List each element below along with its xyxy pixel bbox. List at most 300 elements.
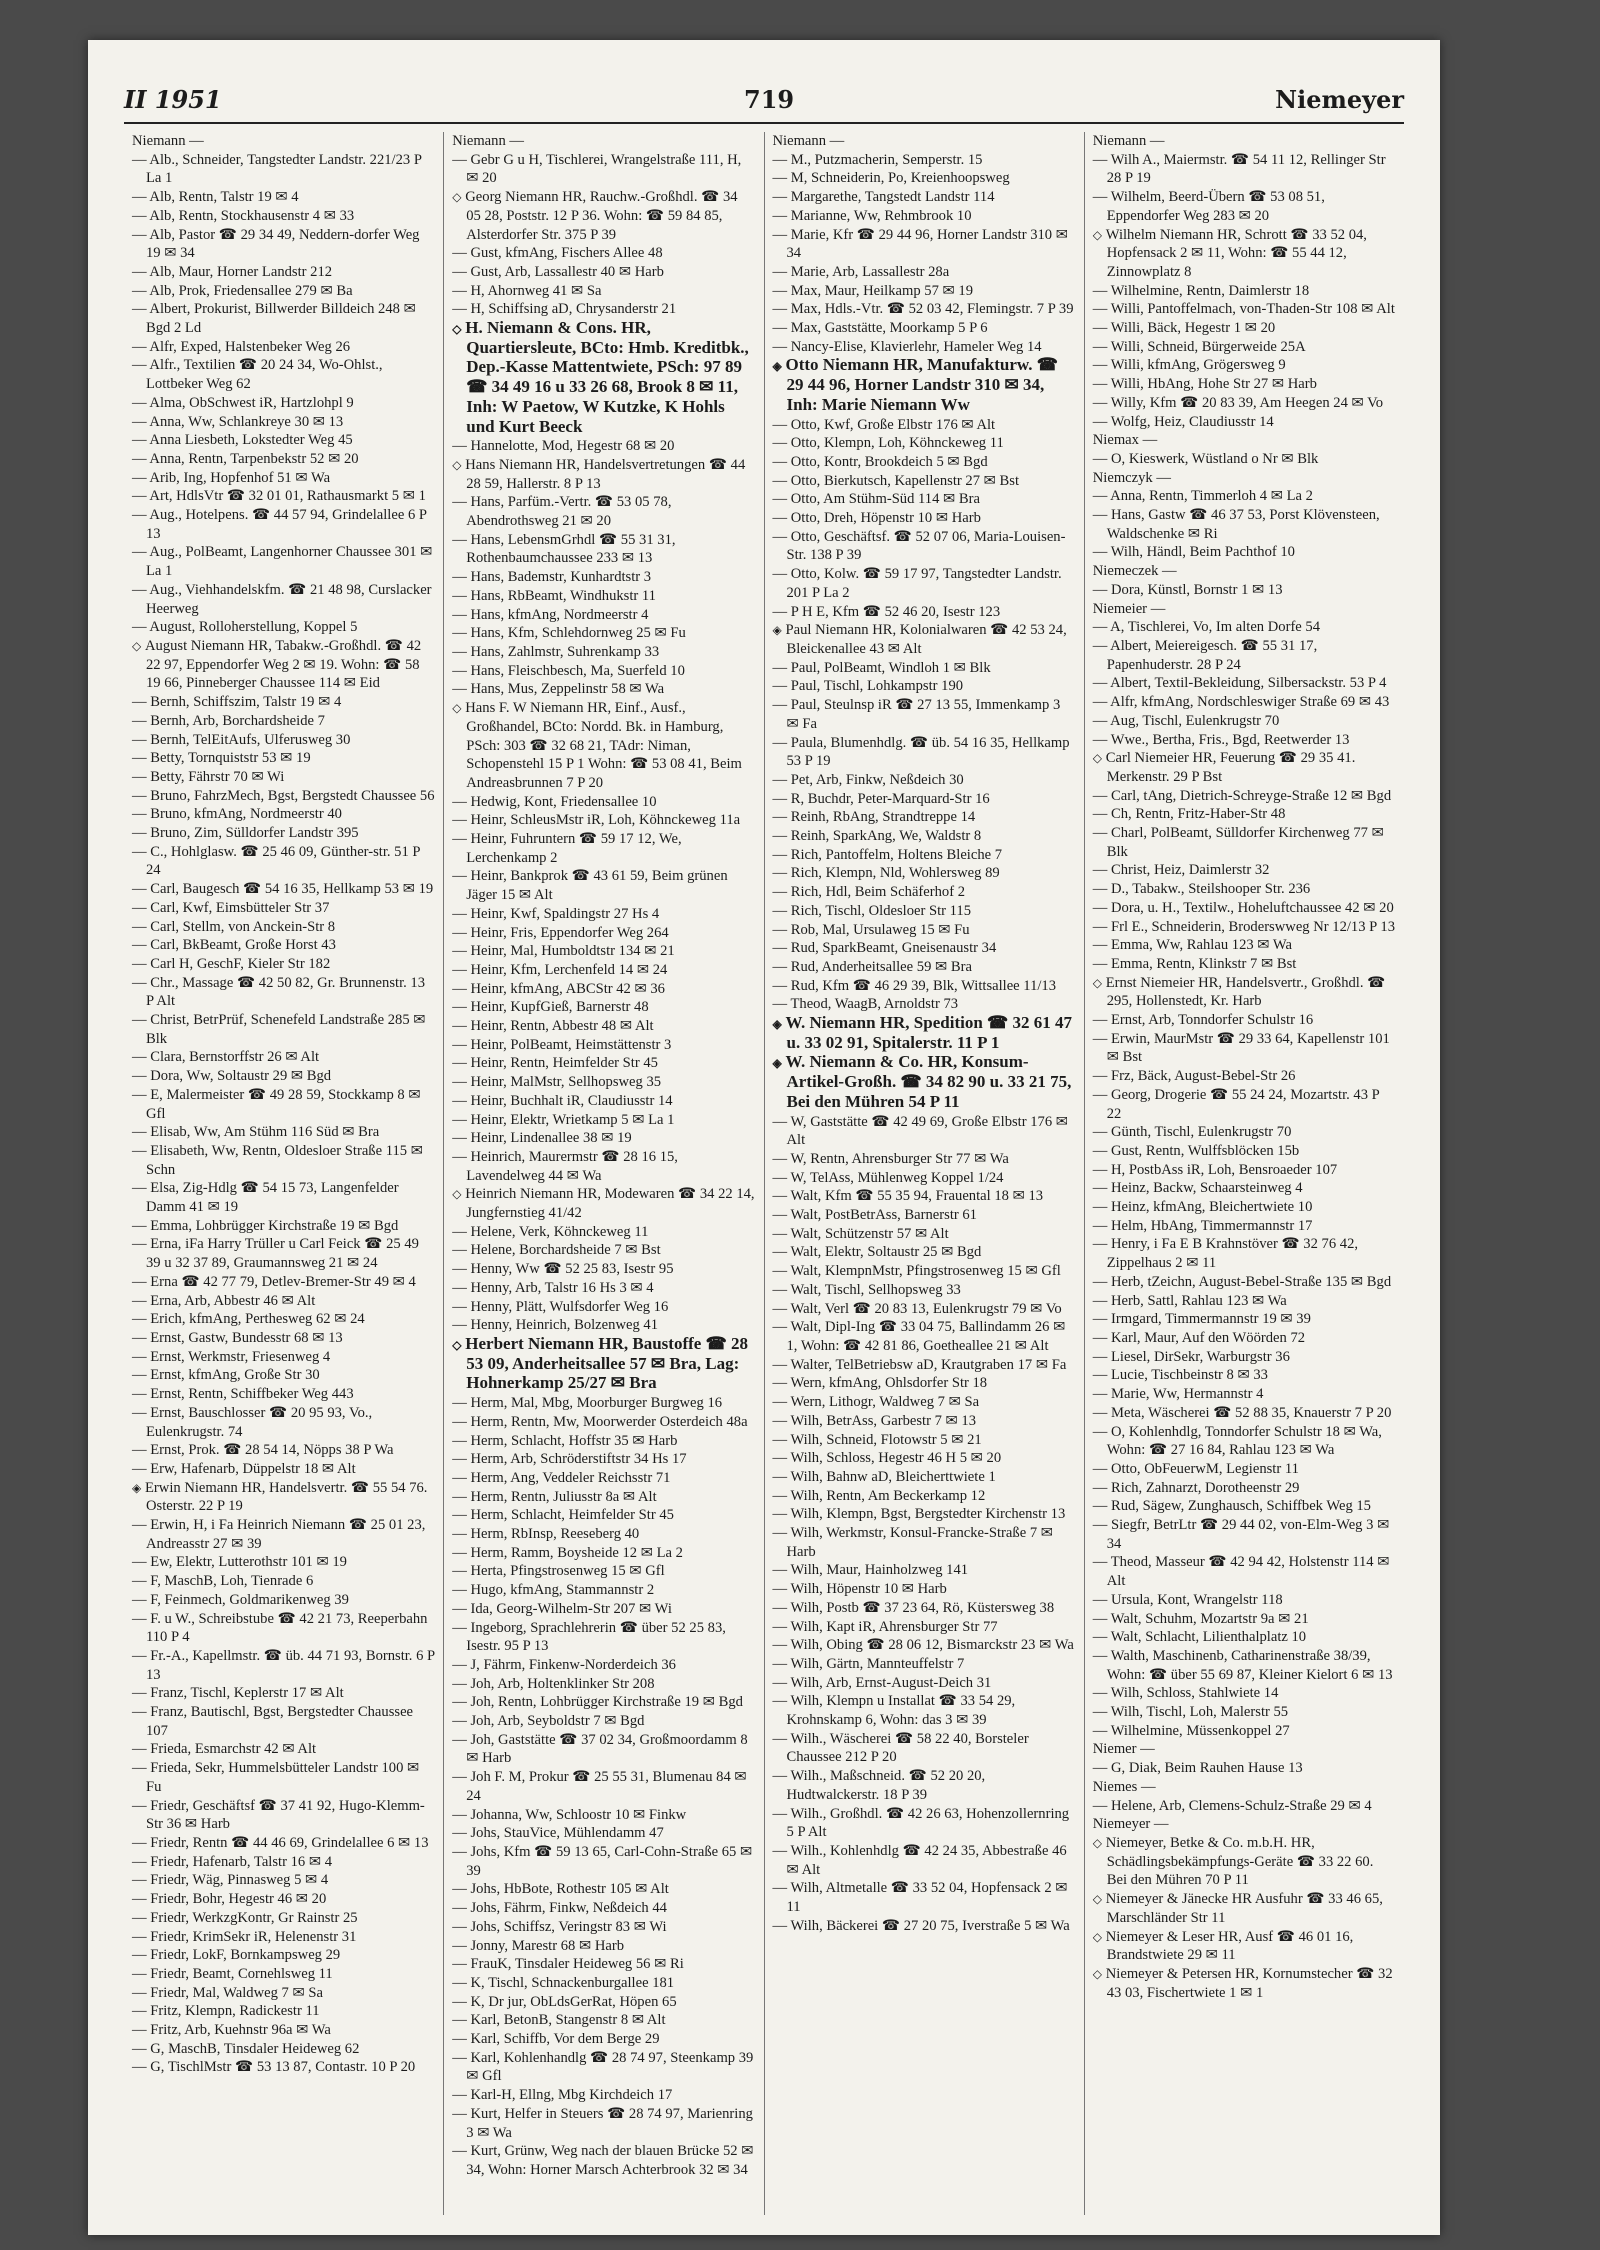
directory-entry — [132, 1048, 435, 1067]
entry-text: — Wilhelmine, Rentn, Daimlerstr 18 — [1092, 282, 1310, 299]
directory-entry — [773, 132, 1076, 151]
directory-entry — [132, 1853, 435, 1872]
entry-text: — Erna, Arb, Abbestr 46 ✉ Alt — [132, 1292, 316, 1309]
entry-text: — Anna, Ww, Schlankreye 30 ✉ 13 — [132, 413, 344, 430]
firm-marker-icon: ◇ — [1092, 1835, 1102, 1850]
entry-text: — E, Malermeister ☎ 49 28 59, Stockkamp 8 ✉ Gfl — [132, 1086, 421, 1122]
directory-entry — [1093, 450, 1396, 469]
directory-entry — [773, 1243, 1076, 1262]
entry-text: — Marianne, Ww, Rehmbrook 10 — [772, 207, 972, 224]
directory-entry — [132, 1703, 435, 1740]
directory-entry — [1093, 824, 1396, 861]
directory-entry — [452, 1223, 755, 1242]
entry-text: — Wolfg, Heiz, Claudiusstr 14 — [1092, 413, 1274, 430]
entry-text: — Henny, Ww ☎ 52 25 83, Isestr 95 — [452, 1261, 674, 1278]
entry-text: — H, PostbAss iR, Loh, Bensroaeder 107 — [1092, 1161, 1338, 1178]
directory-entry — [452, 1413, 755, 1432]
directory-entry — [132, 1404, 435, 1441]
entry-text: — Heinr, SchleusMstr iR, Loh, Köhnckeweg 11a — [452, 812, 741, 829]
directory-entry — [1093, 1067, 1396, 1086]
directory-entry — [1093, 1890, 1396, 1927]
directory-entry — [452, 244, 755, 263]
directory-entry — [1093, 1684, 1396, 1703]
directory-entry — [452, 300, 755, 319]
entry-text: — Friedr, Beamt, Cornehlsweg 11 — [132, 1965, 333, 1982]
directory-entry — [452, 1562, 755, 1581]
directory-entry — [132, 1797, 435, 1834]
entry-text: — Reinh, RbAng, Strandtreppe 14 — [772, 809, 976, 826]
directory-entry — [132, 1086, 435, 1123]
directory-entry — [132, 1572, 435, 1591]
directory-entry — [1093, 1161, 1396, 1180]
entry-text: — Nancy-Elise, Klavierlehr, Hameler Weg 14 — [772, 338, 1042, 355]
entry-text: — Friedr, KrimSekr iR, Helenenstr 31 — [132, 1928, 357, 1945]
entry-text: — Fritz, Arb, Kuehnstr 96a ✉ Wa — [132, 2022, 331, 2039]
entry-text: — Aug., Viehhandelskfm. ☎ 21 48 98, Curslacker Heerweg — [132, 581, 432, 617]
entry-text: — Siegfr, BetrLtr ☎ 29 44 02, von-Elm-Weg 3 ✉ 34 — [1092, 1517, 1390, 1552]
directory-entry — [452, 2086, 755, 2105]
entry-text: — Bruno, FahrzMech, Bgst, Bergstedt Chaussee 56 — [132, 787, 435, 804]
entry-text: — Otto, Bierkutsch, Kapellenstr 27 ✉ Bst — [772, 472, 1020, 489]
directory-entry — [773, 169, 1076, 188]
directory-entry — [452, 1656, 755, 1675]
entry-text: W. Niemann & Co. HR, Konsum-Artikel-Großh. ☎ 34 82 90 u. 33 21 75, Bei den Mühren 54 P 11 — [785, 1052, 1072, 1111]
directory-entry — [132, 768, 435, 787]
directory-entry — [132, 1553, 435, 1572]
entry-text: — Wilh., Maßschneid. ☎ 52 20 20, Hudtwalckerstr. 18 P 39 — [772, 1768, 986, 1803]
entry-text: — W, Rentn, Ahrensburger Str 77 ✉ Wa — [772, 1150, 1009, 1167]
entry-text: — Ew, Elektr, Lutterothstr 101 ✉ 19 — [132, 1554, 347, 1571]
entry-text: — Willi, Pantoffelmach, von-Thaden-Str 108 ✉ Alt — [1092, 301, 1395, 318]
entry-text: — Emma, Ww, Rahlau 123 ✉ Wa — [1092, 937, 1293, 954]
entry-text: — Elsa, Zig-Hdlg ☎ 54 15 73, Langenfelder Damm 41 ✉ 19 — [132, 1180, 399, 1216]
directory-entry — [452, 568, 755, 587]
directory-entry — [452, 606, 755, 625]
firm-marker-icon: ◇ — [452, 457, 462, 472]
directory-entry — [132, 431, 435, 450]
entry-text: — Ernst, Gastw, Bundesstr 68 ✉ 13 — [132, 1330, 343, 1346]
directory-entry — [1093, 487, 1396, 506]
directory-entry — [773, 1150, 1076, 1169]
directory-entry — [1093, 1703, 1396, 1722]
directory-entry — [452, 1544, 755, 1563]
entry-text: — Fritz, Klempn, Radickestr 11 — [132, 2003, 320, 2020]
entry-text: — Hugo, kfmAng, Stammannstr 2 — [452, 1582, 655, 1599]
entry-text: — Karl-H, Ellng, Mbg Kirchdeich 17 — [452, 2087, 673, 2104]
directory-entry — [1093, 1722, 1396, 1741]
entry-text: — Bernh, TelEitAufs, Ulferusweg 30 — [132, 731, 351, 748]
entry-text: — Ernst, Werkmstr, Friesenweg 4 — [132, 1348, 331, 1365]
directory-entry — [132, 1123, 435, 1142]
directory-entry — [1093, 1928, 1396, 1965]
directory-entry — [132, 506, 435, 543]
entry-text: — Friedr, Hafenarb, Talstr 16 ✉ 4 — [132, 1853, 333, 1870]
entry-text: — Günth, Tischl, Eulenkrugstr 70 — [1092, 1124, 1292, 1141]
entry-text: — Fr.-A., Kapellmstr. ☎ üb. 44 71 93, Bornstr. 6 P 13 — [132, 1647, 435, 1683]
directory-entry — [452, 263, 755, 282]
directory-entry — [1093, 1385, 1396, 1404]
directory-entry — [452, 1937, 755, 1956]
directory-entry — [452, 1843, 755, 1880]
directory-entry — [773, 509, 1076, 528]
entry-text: — Herm, Rentn, Mw, Moorwerder Osterdeich 48a — [452, 1413, 748, 1430]
entry-text: — Wilhelm, Beerd-Übern ☎ 53 08 51, Eppendorfer Weg 283 ✉ 20 — [1092, 189, 1325, 224]
entry-text: — Aug., PolBeamt, Langenhorner Chaussee 301 ✉ La 1 — [132, 544, 433, 580]
entry-text: — Otto, Kolw. ☎ 59 17 97, Tangstedter Landstr. 201 P La 2 — [772, 566, 1062, 601]
entry-text: — Helene, Arb, Clemens-Schulz-Straße 29 ✉ 4 — [1092, 1797, 1372, 1814]
entry-text: — Heinz, kfmAng, Bleichertwiete 10 — [1092, 1199, 1313, 1216]
directory-entry — [1093, 1179, 1396, 1198]
entry-text: — August, Rolloherstellung, Koppel 5 — [132, 619, 358, 636]
directory-entry — [132, 1740, 435, 1759]
entry-text: — Walt, Schützenstr 57 ✉ Alt — [772, 1225, 949, 1242]
directory-entry — [132, 263, 435, 282]
entry-text: Erwin Niemann HR, Handelsvertr. ☎ 55 54 76. Osterstr. 22 P 19 — [145, 1479, 428, 1515]
directory-entry — [773, 1187, 1076, 1206]
entry-text: — Hans, Mus, Zeppelinstr 58 ✉ Wa — [452, 681, 665, 698]
column-3 — [765, 132, 1085, 2215]
directory-entry — [773, 1318, 1076, 1355]
entry-text: — Irmgard, Timmermannstr 19 ✉ 39 — [1092, 1311, 1311, 1328]
directory-entry — [1093, 918, 1396, 937]
directory-entry — [452, 1279, 755, 1298]
entry-text: — Ch, Rentn, Fritz-Haber-Str 48 — [1092, 806, 1286, 823]
entry-text: — Alb, Pastor ☎ 29 34 49, Neddern-dorfer Weg 19 ✉ 34 — [132, 226, 420, 262]
directory-entry — [132, 2040, 435, 2059]
directory-entry — [773, 490, 1076, 509]
directory-entry — [452, 1185, 755, 1222]
directory-entry — [1093, 1310, 1396, 1329]
entry-text: — Carl, Kwf, Eimsbütteler Str 37 — [132, 899, 330, 916]
entry-text: — Dora, u. H., Textilw., Hoheluftchaussee 42 ✉ 20 — [1092, 899, 1394, 916]
directory-entry — [1093, 1123, 1396, 1142]
directory-entry — [452, 662, 755, 681]
entry-text: — F, MaschB, Loh, Tienrade 6 — [132, 1573, 314, 1590]
directory-entry — [132, 1217, 435, 1236]
entry-text: — Carl, BkBeamt, Große Horst 43 — [132, 937, 336, 954]
entry-text: — Gebr G u H, Tischlerei, Wrangelstraße 111, H, ✉ 20 — [452, 151, 742, 187]
entry-text: — Wilh., Kohlenhdlg ☎ 42 24 35, Abbestraße 46 ✉ Alt — [772, 1842, 1067, 1878]
directory-entry — [132, 749, 435, 768]
entry-text: — Wilh, Höpenstr 10 ✉ Harb — [772, 1581, 947, 1598]
directory-entry — [452, 624, 755, 643]
directory-entry — [773, 282, 1076, 301]
entry-text: — Willi, Schneid, Bürgerweide 25A — [1092, 338, 1306, 355]
entry-text: — Johs, HbBote, Rothestr 105 ✉ Alt — [452, 1881, 669, 1898]
directory-entry — [132, 824, 435, 843]
directory-entry — [773, 1412, 1076, 1431]
entry-text: — Walth, Maschinenb, Catharinenstraße 38/39, Wohn: ☎ über 55 69 87, Kleiner Kielort 6 ✉ 13 — [1092, 1647, 1393, 1683]
directory-entry — [773, 827, 1076, 846]
directory-entry — [773, 434, 1076, 453]
entry-text: — Walt, Tischl, Sellhopsweg 33 — [772, 1281, 961, 1298]
directory-entry — [1093, 226, 1396, 282]
directory-entry — [1093, 899, 1396, 918]
directory-entry — [1093, 1366, 1396, 1385]
entry-text: — Rud, SparkBeamt, Gneisenaustr 34 — [772, 940, 997, 957]
directory-entry — [1093, 1965, 1396, 2002]
directory-entry — [773, 864, 1076, 883]
entry-text: — Joh F. M, Prokur ☎ 25 55 31, Blumenau 84 ✉ 24 — [452, 1769, 747, 1804]
directory-entry — [1093, 1460, 1396, 1479]
directory-entry — [773, 472, 1076, 491]
directory-entry — [773, 621, 1076, 658]
entry-text: — R, Buchdr, Peter-Marquard-Str 16 — [772, 790, 990, 807]
firm-marker-icon: ◇ — [1092, 227, 1102, 242]
directory-entry — [452, 531, 755, 568]
directory-entry — [132, 282, 435, 301]
entry-text: — Alma, ObSchwest iR, Hartzlohpl 9 — [132, 394, 354, 411]
directory-entry — [773, 790, 1076, 809]
directory-entry — [132, 581, 435, 618]
directory-entry — [1093, 338, 1396, 357]
entry-text: — Wilh, Schloss, Hegestr 46 H 5 ✉ 20 — [772, 1450, 1002, 1467]
directory-entry — [132, 1684, 435, 1703]
entry-text: — Henny, Plätt, Wulfsdorfer Weg 16 — [452, 1298, 669, 1315]
entry-text: — H, Ahornweg 41 ✉ Sa — [452, 282, 602, 299]
directory-entry — [132, 955, 435, 974]
firm-marker-icon: ◇ — [1092, 1966, 1102, 1981]
entry-text: — Walt, KlempnMstr, Pfingstrosenweg 15 ✉ Gfl — [772, 1263, 1061, 1280]
entry-text: — Alb., Schneider, Tangstedter Landstr. 221/23 P La 1 — [132, 151, 422, 187]
entry-text: W. Niemann HR, Spedition ☎ 32 61 47 u. 33 02 91, Spitalerstr. 11 P 1 — [785, 1013, 1072, 1052]
entry-text: — Rud, Anderheitsallee 59 ✉ Bra — [772, 958, 972, 975]
directory-entry — [452, 1974, 755, 1993]
entry-text: — Hans, LebensmGrhdl ☎ 55 31 31, Rothenbaumchaussee 233 ✉ 13 — [452, 531, 676, 567]
directory-entry — [132, 394, 435, 413]
directory-entry — [1093, 1423, 1396, 1460]
entry-text: Heinrich Niemann HR, Modewaren ☎ 34 22 14, Jungfernstieg 41/42 — [465, 1186, 755, 1222]
entry-text: — Albert, Prokurist, Billwerder Billdeich 248 ✉ Bgd 2 Ld — [132, 301, 416, 337]
firm-marker-icon: ◇ — [1092, 1929, 1102, 1944]
directory-entry — [132, 1479, 435, 1516]
entry-text: — D., Tabakw., Steilshooper Str. 236 — [1092, 881, 1311, 898]
directory-entry — [132, 899, 435, 918]
directory-entry — [452, 437, 755, 456]
entry-text: — Chr., Massage ☎ 42 50 82, Gr. Brunnenstr. 13 P Alt — [132, 974, 426, 1010]
entry-text: — Emma, Rentn, Klinkstr 7 ✉ Bst — [1092, 955, 1297, 972]
entry-text: — Max, Gaststätte, Moorkamp 5 P 6 — [772, 320, 988, 337]
directory-entry — [452, 1073, 755, 1092]
directory-entry — [773, 1730, 1076, 1767]
directory-entry — [452, 905, 755, 924]
directory-entry — [1093, 431, 1396, 450]
directory-entry — [132, 1310, 435, 1329]
directory-entry — [1093, 1759, 1396, 1778]
entry-text: — Karl, Schiffb, Vor dem Berge 29 — [452, 2031, 660, 2048]
entry-text: — Joh, Arb, Seyboldstr 7 ✉ Bgd — [452, 1713, 645, 1730]
directory-page — [88, 40, 1440, 2235]
column-2 — [444, 132, 764, 2215]
directory-entry — [773, 977, 1076, 996]
entry-text: — Paul, Tischl, Lohkampstr 190 — [772, 678, 964, 695]
directory-entry — [452, 699, 755, 793]
directory-entry — [132, 693, 435, 712]
directory-entry — [452, 2049, 755, 2086]
entry-text: — Ernst, kfmAng, Große Str 30 — [132, 1367, 320, 1384]
entry-text: — Betty, Tornquiststr 53 ✉ 19 — [132, 750, 311, 767]
entry-text: — Wilh, Gärtn, Mannteuffelstr 7 — [772, 1655, 965, 1672]
entry-text: — Otto, Kwf, Große Elbstr 176 ✉ Alt — [772, 416, 996, 433]
entry-text: — G, TischlMstr ☎ 53 13 87, Contastr. 10 P 20 — [132, 2059, 416, 2076]
directory-entry — [452, 1111, 755, 1130]
firm-marker-icon: ◇ — [452, 701, 462, 716]
directory-entry — [773, 1374, 1076, 1393]
directory-entry — [773, 565, 1076, 602]
firm-marker-icon: ◇ — [452, 322, 462, 337]
entry-text: — Frl E., Schneiderin, Broderswweg Nr 12/13 P 13 — [1092, 918, 1395, 935]
entry-text: — Otto, Kontr, Brookdeich 5 ✉ Bgd — [772, 453, 988, 470]
entry-text: Niemeyer & Jänecke HR Ausfuhr ☎ 33 46 65, Marschländer Str 11 — [1105, 1891, 1383, 1926]
entry-text: — O, Kieswerk, Wüstland o Nr ✉ Blk — [1092, 450, 1319, 467]
directory-entry — [452, 1675, 755, 1694]
directory-entry — [773, 921, 1076, 940]
entry-text: Niemeier — — [1092, 600, 1166, 617]
directory-entry — [773, 416, 1076, 435]
entry-text: — Hedwig, Kont, Friedensallee 10 — [452, 793, 657, 810]
entry-text: — Friedr, Rentn ☎ 44 46 69, Grindelallee 6 ✉ 13 — [132, 1834, 429, 1851]
directory-entry — [1093, 132, 1396, 151]
entry-text: Niemeyer, Betke & Co. m.b.H. HR, Schädlingsbekämpfungs-Geräte ☎ 33 22 60. Bei den Mühren 70 P 11 — [1105, 1834, 1374, 1889]
entry-text: — Wilh., Großhdl. ☎ 42 26 63, Hohenzollernring 5 P Alt — [772, 1805, 1070, 1841]
entry-text: — Friedr, Bohr, Hegestr 46 ✉ 20 — [132, 1891, 327, 1908]
directory-entry — [132, 637, 435, 693]
directory-entry — [773, 1393, 1076, 1412]
entry-text: — Heinr, PolBeamt, Heimstättenstr 3 — [452, 1036, 672, 1053]
entry-text: — Max, Hdls.-Vtr. ☎ 52 03 42, Flemingstr. 7 P 39 — [772, 301, 1074, 318]
entry-text: — Wilh, Arb, Ernst-August-Deich 31 — [772, 1674, 992, 1691]
directory-entry — [1093, 1740, 1396, 1759]
directory-entry — [773, 1113, 1076, 1150]
directory-entry — [132, 1292, 435, 1311]
directory-entry — [773, 1206, 1076, 1225]
entry-text: — O, Kohlenhdlg, Tonndorfer Schulstr 18 ✉ Wa, Wohn: ☎ 27 16 84, Rahlau 123 ✉ Wa — [1092, 1423, 1382, 1459]
directory-entry — [452, 924, 755, 943]
entry-text: Niemann — — [132, 133, 204, 149]
entry-text: — Alfr., Textilien ☎ 20 24 34, Wo-Ohlst., Lottbeker Weg 62 — [132, 357, 383, 393]
directory-entry — [773, 356, 1076, 415]
entry-text: — Bernh, Arb, Borchardsheide 7 — [132, 712, 325, 729]
entry-text: — Hans, RbBeamt, Windhukstr 11 — [452, 587, 656, 604]
entry-text: — Dora, Ww, Soltaustr 29 ✉ Bgd — [132, 1068, 332, 1085]
entry-text: — Willy, Kfm ☎ 20 83 39, Am Heegen 24 ✉ Vo — [1092, 394, 1384, 411]
entry-text: — Erw, Hafenarb, Düppelstr 18 ✉ Alt — [132, 1460, 356, 1477]
directory-entry — [1093, 1553, 1396, 1590]
entry-text: — H, Schiffsing aD, Chrysanderstr 21 — [452, 301, 677, 318]
directory-entry — [132, 1871, 435, 1890]
directory-entry — [773, 677, 1076, 696]
entry-text: — Wilh, Schneid, Flotowstr 5 ✉ 21 — [772, 1431, 982, 1448]
directory-entry — [452, 1469, 755, 1488]
entry-text: — Rich, Tischl, Oldesloer Str 115 — [772, 902, 972, 919]
directory-entry — [452, 1148, 755, 1185]
entry-text: — Arib, Ing, Hopfenhof 51 ✉ Wa — [132, 469, 331, 486]
directory-entry — [132, 880, 435, 899]
directory-entry — [773, 603, 1076, 622]
directory-entry — [1093, 1628, 1396, 1647]
directory-entry — [1093, 1011, 1396, 1030]
entry-text: — Art, HdlsVtr ☎ 32 01 01, Rathausmarkt 5 ✉ 1 — [132, 488, 426, 505]
directory-entry — [1093, 1778, 1396, 1797]
directory-entry — [1093, 413, 1396, 432]
directory-entry — [132, 918, 435, 937]
firm-marker-icon: ◇ — [1092, 751, 1102, 766]
entry-text: — Carl H, GeschF, Kieler Str 182 — [132, 955, 331, 972]
directory-entry — [452, 456, 755, 493]
entry-text: — P H E, Kfm ☎ 52 46 20, Isestr 123 — [772, 603, 1001, 620]
directory-entry — [132, 787, 435, 806]
entry-text: — Heinr, Mal, Humboldtstr 134 ✉ 21 — [452, 943, 675, 960]
entry-text: — Rich, Hdl, Beim Schäferhof 2 — [772, 884, 966, 901]
entry-text: — Wilh, Klempn, Bgst, Bergstedter Kirchenstr 13 — [772, 1506, 1066, 1523]
entry-text: — Wilh, Obing ☎ 28 06 12, Bismarckstr 23 ✉ Wa — [772, 1637, 1074, 1654]
entry-text: — Heinr, kfmAng, ABCStr 42 ✉ 36 — [452, 980, 665, 997]
entry-text: — Aug, Tischl, Eulenkrugstr 70 — [1092, 712, 1280, 729]
directory-entry — [773, 207, 1076, 226]
entry-text: — Walt, Schlacht, Lilienthalplatz 10 — [1092, 1629, 1307, 1646]
entry-text: — Wwe., Bertha, Fris., Bgd, Reetwerder 13 — [1092, 731, 1350, 748]
entry-text: — Heinr, Rentn, Abbestr 48 ✉ Alt — [452, 1018, 654, 1035]
directory-entry — [132, 1179, 435, 1216]
entry-text: — Franz, Tischl, Keplerstr 17 ✉ Alt — [132, 1685, 344, 1702]
entry-text: — Elisabeth, Ww, Rentn, Oldesloer Straße 115 ✉ Schn — [132, 1142, 423, 1178]
entry-text: — Wilh, Bahnw aD, Bleicherttwiete 1 — [772, 1468, 996, 1485]
entry-text: — Willi, HbAng, Hohe Str 27 ✉ Harb — [1092, 376, 1317, 393]
directory-entry — [452, 1731, 755, 1768]
page-number: 719 — [744, 85, 795, 114]
entry-text: — Dora, Künstl, Bornstr 1 ✉ 13 — [1092, 581, 1283, 598]
directory-entry — [1093, 1834, 1396, 1890]
directory-entry — [1093, 1348, 1396, 1367]
directory-entry — [1093, 469, 1396, 488]
directory-entry — [773, 1053, 1076, 1112]
directory-entry — [132, 2058, 435, 2077]
entry-text: — Herm, Rentn, Juliusstr 8a ✉ Alt — [452, 1488, 657, 1505]
directory-entry — [773, 528, 1076, 565]
entry-text: — Herm, Ramm, Boysheide 12 ✉ La 2 — [452, 1544, 683, 1561]
directory-entry — [773, 808, 1076, 827]
entry-text: — J, Fährm, Finkenw-Norderdeich 36 — [452, 1656, 676, 1673]
volume-year: II 1951 — [124, 85, 222, 114]
entry-text: Wilhelm Niemann HR, Schrott ☎ 33 52 04, Hopfensack 2 ✉ 11, Wohn: ☎ 55 44 12, Zinnowplatz 8 — [1105, 226, 1367, 280]
entry-text: — Wilh, Tischl, Loh, Malerstr 55 — [1092, 1704, 1289, 1721]
entry-text: — Friedr, LokF, Bornkampsweg 29 — [132, 1947, 341, 1964]
directory-entry — [132, 1610, 435, 1647]
directory-entry — [132, 2002, 435, 2021]
directory-entry — [132, 1890, 435, 1909]
entry-text: — Walt, PostBetrAss, Barnerstr 61 — [772, 1207, 977, 1224]
entry-text: — Max, Maur, Heilkamp 57 ✉ 19 — [772, 282, 974, 299]
directory-entry — [1093, 1086, 1396, 1123]
entry-text: — Walt, Dipl-Ing ☎ 33 04 75, Ballindamm 26 ✉ 1, Wohn: ☎ 42 81 86, Goetheallee 21 ✉ Alt — [772, 1319, 1066, 1354]
entry-text: — Clara, Bernstorffstr 26 ✉ Alt — [132, 1049, 320, 1066]
directory-entry — [1093, 1273, 1396, 1292]
directory-entry — [132, 805, 435, 824]
entry-text: — Carl, Stellm, von Anckein-Str 8 — [132, 918, 336, 935]
entry-text: — Anna, Rentn, Tarpenbekstr 52 ✉ 20 — [132, 450, 359, 467]
directory-entry — [773, 902, 1076, 921]
entry-text: — Helm, HbAng, Timmermannstr 17 — [1092, 1217, 1313, 1234]
entry-text: — Wilh, Händl, Beim Pachthof 10 — [1092, 544, 1295, 561]
entry-text: Herbert Niemann HR, Baustoffe ☎ 28 53 09, Anderheitsallee 57 ✉ Bra, Lag: Hohnerkamp 25/27 ✉ Bra — [465, 1334, 748, 1393]
entry-text: — Erna ☎ 42 77 79, Detlev-Bremer-Str 49 ✉ 4 — [132, 1273, 416, 1290]
page-header — [124, 78, 1404, 122]
directory-entry — [773, 846, 1076, 865]
entry-text: — Bernh, Schiffszim, Talstr 19 ✉ 4 — [132, 694, 342, 711]
directory-entry — [452, 980, 755, 999]
directory-entry — [452, 1488, 755, 1507]
entry-text: — Margarethe, Tangstedt Landstr 114 — [772, 189, 995, 206]
